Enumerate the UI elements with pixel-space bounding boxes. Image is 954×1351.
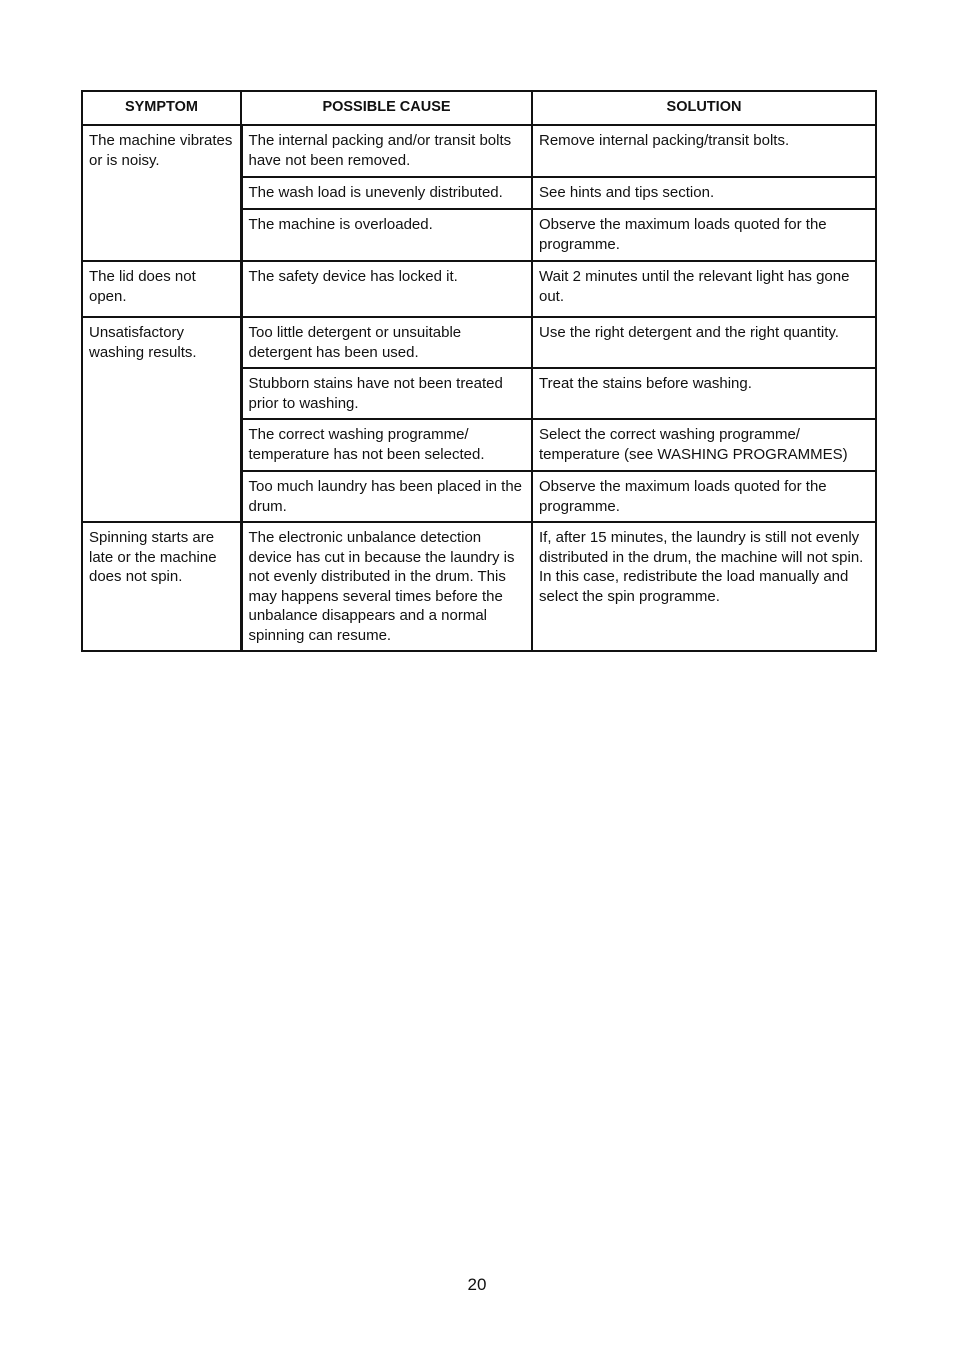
solution-cell: Treat the stains before washing. bbox=[532, 368, 876, 419]
cause-cell: The machine is overloaded. bbox=[241, 209, 532, 261]
cause-cell: The wash load is unevenly distributed. bbox=[241, 177, 532, 209]
cause-cell: The safety device has locked it. bbox=[241, 261, 532, 317]
symptom-cell: The lid does not open. bbox=[82, 261, 241, 317]
table-header-row bbox=[82, 91, 876, 125]
table-row bbox=[82, 317, 876, 368]
header-symptom: SYMPTOM bbox=[82, 91, 241, 125]
solution-cell: Observe the maximum loads quoted for the programme. bbox=[532, 471, 876, 522]
solution-cell: See hints and tips section. bbox=[532, 177, 876, 209]
troubleshooting-table bbox=[81, 90, 877, 652]
table-row bbox=[82, 261, 876, 317]
solution-cell: If, after 15 minutes, the laundry is still not evenly distributed in the drum, the machine will not spin. In this case, redistribute the load manually and select the spin programme. bbox=[532, 522, 876, 651]
symptom-cell: Spinning starts are late or the machine does not spin. bbox=[82, 522, 241, 651]
cause-cell: The internal packing and/or transit bolts have not been removed. bbox=[241, 125, 532, 177]
table-row bbox=[82, 522, 876, 651]
header-solution: SOLUTION bbox=[532, 91, 876, 125]
solution-cell: Wait 2 minutes until the relevant light has gone out. bbox=[532, 261, 876, 317]
symptom-cell: Unsatisfactory washing results. bbox=[82, 317, 241, 522]
table-row bbox=[82, 125, 876, 177]
header-possible-cause: POSSIBLE CAUSE bbox=[241, 91, 532, 125]
cause-cell: Too much laundry has been placed in the drum. bbox=[241, 471, 532, 522]
cause-cell: The correct washing programme/ temperature has not been selected. bbox=[241, 419, 532, 471]
solution-cell: Use the right detergent and the right quantity. bbox=[532, 317, 876, 368]
solution-cell: Remove internal packing/transit bolts. bbox=[532, 125, 876, 177]
cause-cell: Too little detergent or unsuitable detergent has been used. bbox=[241, 317, 532, 368]
cause-cell: The electronic unbalance detection device has cut in because the laundry is not evenly distributed in the drum. This may happens several times before the unbalance disappears and a normal spinning can resume. bbox=[241, 522, 532, 651]
solution-cell: Select the correct washing programme/ temperature (see WASHING PROGRAMMES) bbox=[532, 419, 876, 471]
solution-cell: Observe the maximum loads quoted for the programme. bbox=[532, 209, 876, 261]
page-number: 20 bbox=[467, 1275, 487, 1294]
symptom-cell: The machine vibrates or is noisy. bbox=[82, 125, 241, 261]
cause-cell: Stubborn stains have not been treated prior to washing. bbox=[241, 368, 532, 419]
